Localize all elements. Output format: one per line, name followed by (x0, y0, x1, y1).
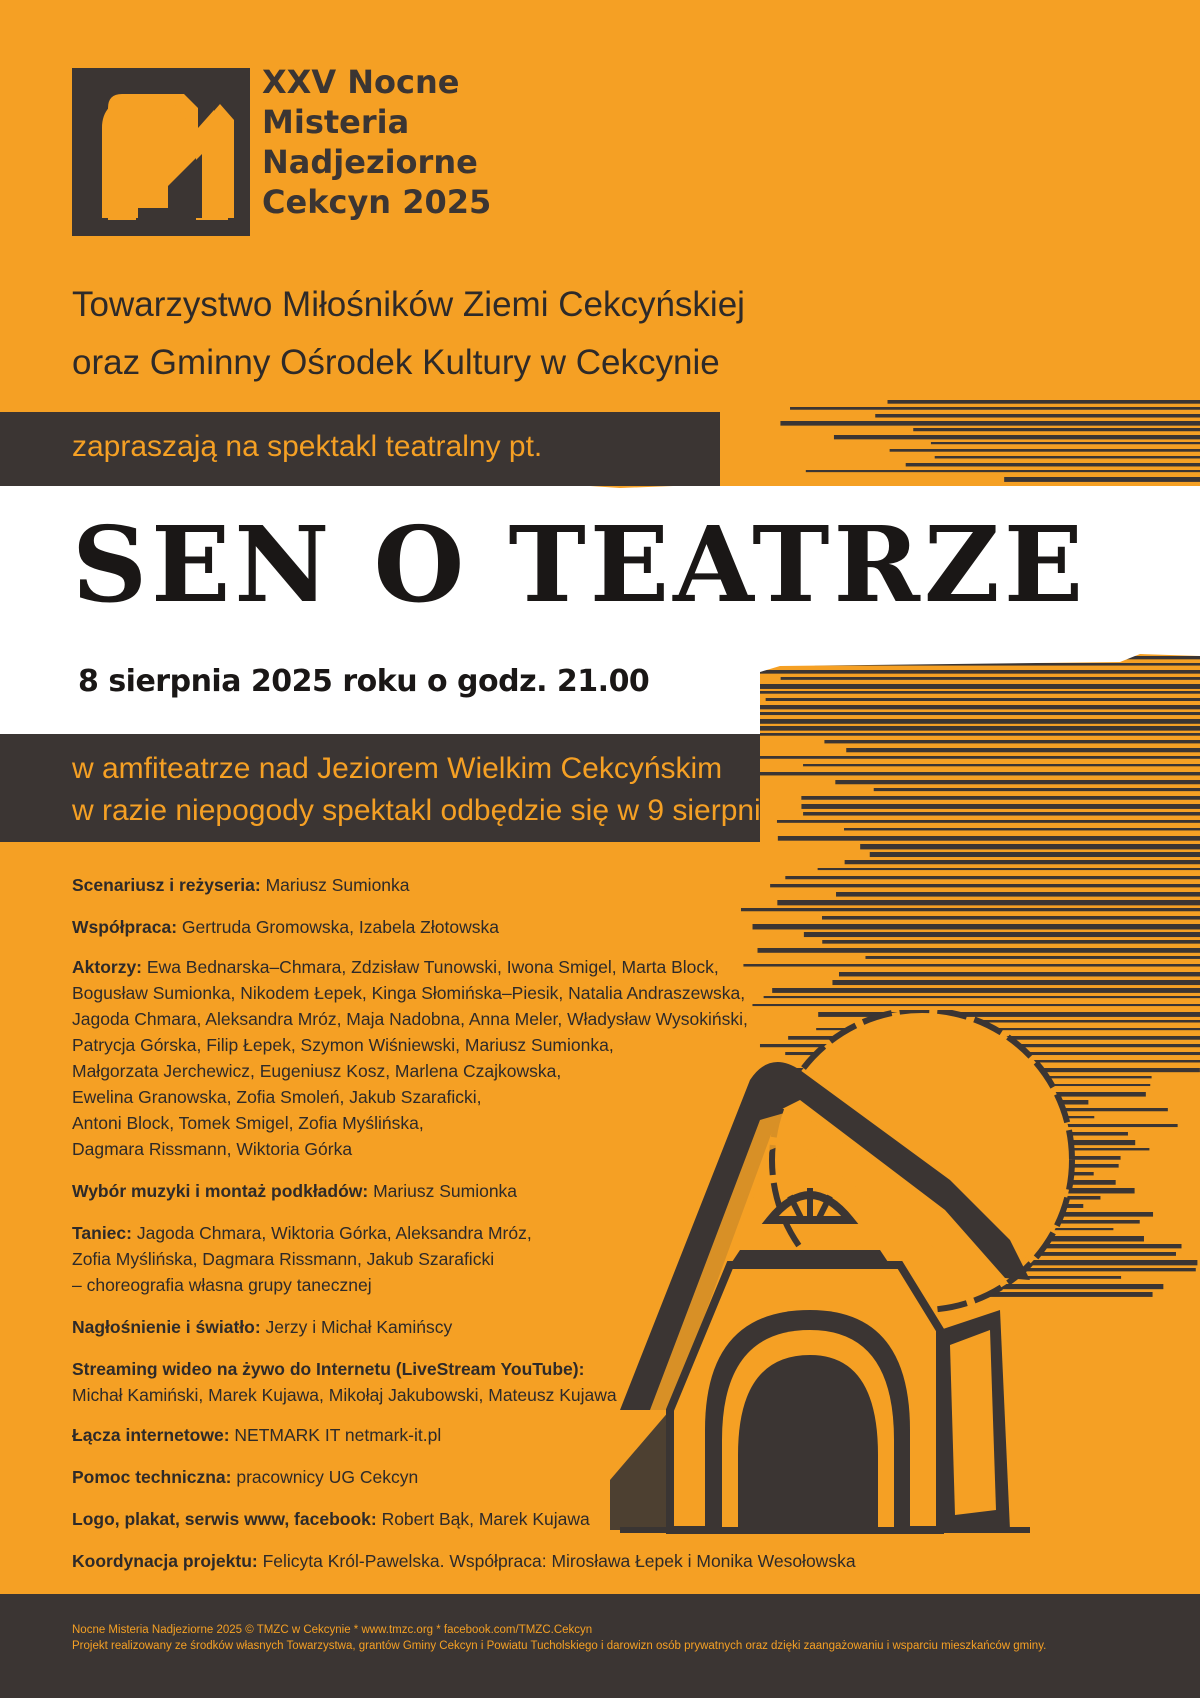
footer-text (72, 1622, 1046, 1654)
organizers (72, 276, 745, 392)
credit-line (72, 1178, 912, 1204)
credit-value: Ewelina Granowska, Zofia Smoleń, Jakub Szaraficki, (72, 1087, 482, 1107)
credit-line (72, 1422, 912, 1448)
logo-line: Misteria (262, 103, 410, 141)
stripe (818, 868, 1200, 870)
credit-line (72, 1136, 912, 1162)
credit-line (72, 1382, 912, 1408)
invite-text: zapraszają na spektakl teatralny pt. (72, 430, 543, 463)
credit-line (72, 1110, 912, 1136)
stripe (803, 812, 1200, 816)
credit-line (72, 1246, 912, 1272)
logo-line: Nadjeziorne (262, 143, 478, 181)
credit-label: Wybór muzyki i montaż podkładów: (72, 1181, 369, 1201)
credit-item (72, 872, 912, 898)
footer-line: Nocne Misteria Nadjeziorne 2025 © TMZC w Cekcynie * www.tmzc.org * facebook.com/TMZC.Cekcyn (72, 1624, 593, 1636)
credits (72, 872, 912, 1588)
credit-line (72, 1464, 912, 1490)
credit-line (72, 1314, 912, 1340)
logo-church-icon (72, 68, 250, 236)
stripe (801, 796, 1200, 800)
credit-line (72, 1506, 912, 1532)
stripe (834, 435, 1200, 439)
credit-item (72, 954, 912, 1162)
stripe (888, 400, 1200, 404)
stripe (747, 772, 1200, 775)
credit-value: Mariusz Sumionka (368, 1181, 518, 1201)
credit-label: Pomoc techniczna: (72, 1467, 232, 1487)
credit-item (72, 1422, 912, 1448)
credit-item (72, 1506, 912, 1532)
credit-line (72, 872, 912, 898)
stripe (846, 748, 1200, 752)
stripe (860, 844, 1200, 849)
credit-line (72, 1006, 912, 1032)
credit-label: Scenariusz i reżyseria: (72, 875, 261, 895)
organizer-line: Towarzystwo Miłośników Ziemi Cekcyńskiej (72, 285, 745, 324)
stripe (790, 407, 1200, 410)
credit-label: Logo, plakat, serwis www, facebook: (72, 1509, 377, 1529)
play-title: SEN O TEATRZE (72, 503, 1088, 626)
credit-item (72, 1356, 912, 1408)
credit-line (72, 1272, 912, 1298)
credit-item (72, 914, 912, 940)
stripe (780, 421, 1200, 426)
credit-value: Dagmara Rissmann, Wiktoria Górka (72, 1139, 353, 1159)
credit-value: Ewa Bednarska–Chmara, Zdzisław Tunowski, Iwona Smigel, Marta Block, (142, 957, 719, 977)
stripe (935, 456, 1200, 458)
credit-line (72, 954, 912, 980)
credit-label: Taniec: (72, 1223, 132, 1243)
play-date: 8 sierpnia 2025 roku o godz. 21.00 (78, 664, 650, 699)
organizer-line: oraz Gminny Ośrodek Kultury w Cekcynie (72, 343, 720, 382)
credit-line (72, 1548, 912, 1574)
venue (72, 748, 777, 832)
credit-value: Małgorzata Jerchewicz, Eugeniusz Kosz, Marlena Czajkowska, (72, 1061, 562, 1081)
credit-value: Bogusław Sumionka, Nikodem Łepek, Kinga Słomińska–Piesik, Natalia Andraszewska, (72, 983, 746, 1003)
credit-line (72, 1356, 912, 1382)
credit-item (72, 1548, 912, 1574)
stripe (913, 428, 1200, 431)
stripe (931, 442, 1200, 444)
stripe (806, 470, 1200, 472)
stripe (906, 463, 1200, 466)
stripe (865, 956, 1200, 959)
credit-item (72, 1178, 912, 1204)
credit-value: Jerzy i Michał Kamińscy (260, 1317, 453, 1337)
stripe (844, 828, 1200, 830)
credit-line (72, 1084, 912, 1110)
credit-label: Nagłośnienie i światło: (72, 1317, 261, 1337)
credit-label: Współpraca: (72, 917, 178, 937)
credit-value: pracownicy UG Cekcyn (231, 1467, 419, 1487)
stripe (777, 820, 1200, 823)
credit-value: Patrycja Górska, Filip Łepek, Szymon Wiśniewski, Mariusz Sumionka, (72, 1035, 614, 1055)
credit-value: NETMARK IT netmark-it.pl (229, 1425, 442, 1445)
credit-line (72, 1032, 912, 1058)
credit-value: Antoni Block, Tomek Smigel, Zofia Myślińska, (72, 1113, 424, 1133)
logo-title (262, 62, 491, 222)
stripe (890, 449, 1200, 452)
stripe (803, 764, 1200, 766)
credit-label: Łącza internetowe: (72, 1425, 230, 1445)
credit-value: Jagoda Chmara, Wiktoria Górka, Aleksandra Mróz, (131, 1223, 532, 1243)
credit-item (72, 1464, 912, 1490)
stripe (870, 852, 1200, 857)
credit-value: Felicyta Król-Pawelska. Współpraca: Mirosława Łepek i Monika Wesołowska (257, 1551, 856, 1571)
stripe (778, 836, 1200, 841)
credit-value: Robert Bąk, Marek Kujawa (376, 1509, 590, 1529)
credit-item (72, 1220, 912, 1298)
credit-line (72, 914, 912, 940)
credit-label: Streaming wideo na żywo do Internetu (LiveStream YouTube): (72, 1359, 585, 1379)
credit-line (72, 1220, 912, 1246)
stripe (845, 860, 1200, 864)
stripe (1004, 477, 1200, 482)
stripe (835, 780, 1200, 784)
credit-value: Mariusz Sumionka (260, 875, 410, 895)
credit-item (72, 1314, 912, 1340)
footer-line: Projekt realizowany ze środków własnych Towarzystwa, grantów Gminy Cekcyn i Powiatu Tucholskiego i darowizn osób prywatnych oraz dzięki zaangażowaniu i wsparciu mieszkańców gminy. (72, 1640, 1047, 1652)
stripe (875, 414, 1200, 418)
stripe (874, 788, 1200, 791)
credit-value: Jagoda Chmara, Aleksandra Mróz, Maja Nadobna, Anna Meler, Władysław Wysokiński, (72, 1009, 748, 1029)
credit-value: Michał Kamiński, Marek Kujawa, Mikołaj Jakubowski, Mateusz Kujawa (72, 1385, 617, 1405)
venue-line: w razie niepogody spektakl odbędzie się w 9 sierpnia (72, 794, 778, 827)
logo-line: XXV Nocne (262, 63, 460, 101)
credit-value: Zofia Myślińska, Dagmara Rissmann, Jakub Szaraficki (72, 1249, 495, 1269)
credit-label: Koordynacja projektu: (72, 1551, 258, 1571)
stripe (759, 756, 1200, 759)
stripe (801, 804, 1200, 809)
logo-line: Cekcyn 2025 (262, 183, 492, 221)
credit-value: – choreografia własna grupy tanecznej (72, 1275, 372, 1295)
credit-value: Gertruda Gromowska, Izabela Złotowska (177, 917, 499, 937)
credit-label: Aktorzy: (72, 957, 143, 977)
credit-line (72, 1058, 912, 1084)
venue-line: w amfiteatrze nad Jeziorem Wielkim Cekcyńskim (72, 752, 723, 785)
credit-line (72, 980, 912, 1006)
stripe (824, 740, 1200, 743)
